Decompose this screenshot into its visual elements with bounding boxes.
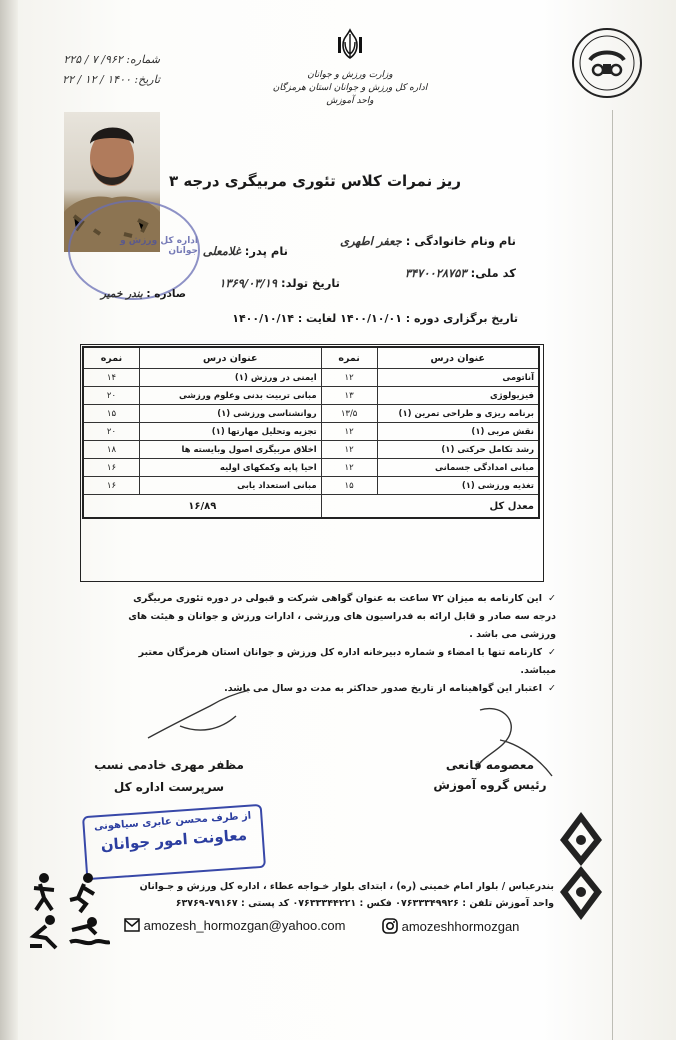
- course-period-label: تاریخ برگزاری دوره :: [405, 312, 518, 325]
- check-icon: ✓: [548, 647, 556, 658]
- course-name: مبانی تربیت بدنی وعلوم ورزشی: [139, 387, 321, 405]
- stamp-line-2: معاونت امور جوانان: [100, 825, 248, 855]
- course-score: ۱۵: [321, 477, 377, 495]
- course-name: مبانی استعداد یابی: [139, 477, 321, 495]
- signature-block-right: [410, 758, 570, 792]
- signatory-left-name: مظفر مهری خادمی نسب: [94, 758, 244, 772]
- notes: [110, 590, 556, 698]
- letter-number: ۹۶۲/ ۷ / ۲۲۵: [63, 53, 123, 66]
- course-name: برنامه ریزی و طراحی تمرین (۱): [377, 405, 539, 423]
- education-unit-logo-icon: [568, 24, 646, 102]
- table-row: [83, 423, 539, 441]
- table-row: [83, 459, 539, 477]
- signatory-right-title: رئیس گروه آموزش: [433, 778, 547, 792]
- course-score: ۱۶: [83, 477, 139, 495]
- course-name: تجزیه وتحلیل مهارتها (۱): [139, 423, 321, 441]
- col-header-score-right: نمره: [321, 347, 377, 369]
- national-code-value: ۳۴۷۰۰۲۸۷۵۳: [404, 266, 467, 280]
- instagram-icon: [382, 918, 398, 934]
- name-row: [340, 234, 516, 248]
- letter-registry: [20, 50, 160, 90]
- course-score: ۱۲: [321, 423, 377, 441]
- issued-row: [101, 288, 186, 300]
- course-name: آناتومی: [377, 369, 539, 387]
- signatory-right-name: معصومه قانعی: [445, 758, 535, 772]
- phone-label: تلفن :: [462, 898, 493, 909]
- contact-row: [124, 916, 554, 940]
- course-period-from: ۱۴۰۰/۱۰/۰۱: [340, 312, 402, 325]
- letter-date-label: تاریخ:: [134, 73, 160, 86]
- col-header-course-left: عنوان درس: [139, 347, 321, 369]
- course-name: احیا پایه وکمکهای اولیه: [139, 459, 321, 477]
- course-score: ۱۲: [321, 459, 377, 477]
- runner-icon: [70, 873, 94, 912]
- issued-value: بندر خمیر: [100, 288, 143, 300]
- course-score: ۱۲: [321, 369, 377, 387]
- table-row: [83, 369, 539, 387]
- note-text: کارنامه تنها با امضاء و شماره دبیرخانه اداره کل ورزش و جوانان استان هرمزگان معتبر میباشد.: [138, 647, 556, 676]
- postal-label: کد پستی :: [240, 898, 290, 909]
- course-name: تغذیه ورزشی (۱): [377, 477, 539, 495]
- father-value: غلامعلی: [202, 244, 241, 258]
- birth-date-row: [219, 276, 340, 290]
- course-score: ۱۸: [83, 441, 139, 459]
- table-row: [83, 405, 539, 423]
- phone-value: ۰۷۶۳۳۳۴۹۹۲۶: [395, 898, 459, 909]
- father-label: نام پدر:: [244, 244, 288, 258]
- letter-number-label: شماره:: [126, 53, 160, 66]
- address-text: بندرعباس / بلوار امام خمینی (ره) ، ابتدای بلوار خـواجه عطاء ، اداره کل ورزش و جـوانان: [139, 881, 554, 892]
- national-code-label: کد ملی:: [470, 266, 516, 280]
- footer-address: [124, 878, 554, 912]
- email-link[interactable]: amozesh_hormozgan@yahoo.com: [143, 918, 346, 933]
- average-row: [83, 495, 539, 519]
- course-name: رشد تکامل حرکتی (۱): [377, 441, 539, 459]
- birth-date-value: ۱۳۶۹/۰۳/۱۹: [219, 276, 278, 290]
- note-text: اعتبار این گواهینامه از تاریخ صدور حداکثر به مدت دو سال می باشد.: [224, 683, 542, 694]
- course-score: ۱۵: [83, 405, 139, 423]
- course-period-to: ۱۴۰۰/۱۰/۱۴: [232, 312, 294, 325]
- stamp-line-1: از طرف محسن عابری سیاهونی: [93, 810, 252, 833]
- birth-date-label: تاریخ تولد:: [281, 276, 340, 290]
- col-header-course-right: عنوان درس: [377, 347, 539, 369]
- ministry-line-1: وزارت ورزش و جوانان: [307, 70, 393, 80]
- signature-left: [140, 686, 260, 746]
- photo-stamp: [68, 200, 200, 300]
- iran-emblem-icon: [335, 28, 365, 60]
- course-period-to-label: لغایت :: [297, 312, 337, 325]
- ministry-line-2: اداره کل ورزش و جوانان استان هرمزگان: [272, 83, 428, 93]
- table-row: [83, 441, 539, 459]
- course-name: ایمنی در ورزش (۱): [139, 369, 321, 387]
- contact-line: [124, 895, 554, 912]
- name-value: جعفر اطهری: [339, 234, 402, 248]
- gymnast-icon: [34, 873, 54, 910]
- course-score: ۲۰: [83, 423, 139, 441]
- signature-block-left: [84, 758, 254, 794]
- page-fold-line: [612, 110, 613, 1040]
- father-row: [203, 244, 288, 258]
- fax-label: فکس :: [359, 898, 392, 909]
- check-icon: ✓: [548, 683, 556, 694]
- signatory-left-title: سرپرست اداره کل: [113, 780, 225, 794]
- email-block: [124, 918, 345, 933]
- note-item: [110, 644, 556, 680]
- course-name: فیزیولوژی: [377, 387, 539, 405]
- course-score: ۱۲: [321, 441, 377, 459]
- course-name: نقش مربی (۱): [377, 423, 539, 441]
- hurdler-icon: [30, 915, 56, 948]
- course-score: ۲۰: [83, 387, 139, 405]
- email-icon: [124, 918, 140, 932]
- letter-date: ۱۴۰۰ / ۱۲ / ۲۲: [62, 73, 131, 86]
- official-stamp: [82, 804, 266, 880]
- note-text: این کارنامه به میزان ۷۲ ساعت به عنوان گواهی شرکت و قبولی در دوره تئوری مربیگری درجه سه صادر و قابل ارائه به فدراسیون های ورزشی ، ادارات ورزش و جوانان و هیئت های ورزشی می باشد .: [128, 593, 556, 640]
- note-item: [110, 590, 556, 644]
- course-name: مبانی امدادگی جسمانی: [377, 459, 539, 477]
- average-label: معدل کل: [321, 495, 539, 519]
- average-value: ۱۶/۸۹: [83, 495, 321, 519]
- ornament-icon: [556, 810, 606, 922]
- instagram-block: [382, 918, 519, 934]
- course-score: ۱۳: [321, 387, 377, 405]
- grades-table: [82, 346, 540, 519]
- course-name: اخلاق مربیگری اصول وبایسته ها: [139, 441, 321, 459]
- check-icon: ✓: [548, 593, 556, 604]
- table-row: [83, 477, 539, 495]
- course-name: روانشناسی ورزشی (۱): [139, 405, 321, 423]
- col-header-score-left: نمره: [83, 347, 139, 369]
- ministry-header: [260, 28, 440, 108]
- course-score: ۱۴: [83, 369, 139, 387]
- unit-name: واحد آموزش: [495, 898, 554, 909]
- course-score: ۱۳/۵: [321, 405, 377, 423]
- postal-value: ۷۹۱۶۷-۶۳۷۶۹: [175, 898, 238, 909]
- table-row: [83, 387, 539, 405]
- course-score: ۱۶: [83, 459, 139, 477]
- national-code-row: [405, 266, 516, 280]
- course-period-row: [232, 312, 518, 325]
- name-label: نام ونام خانوادگی :: [405, 234, 516, 248]
- fax-value: ۰۷۶۳۳۳۴۴۲۲۱: [292, 898, 357, 909]
- document-title: ریز نمرات کلاس تئوری مربیگری درجه ۳: [168, 172, 462, 190]
- sport-icons: [26, 870, 110, 950]
- grades-header-row: [83, 347, 539, 369]
- swimmer-icon: [70, 917, 110, 943]
- photo-stamp-text: اداره کل ورزش و جوانان: [120, 236, 198, 256]
- instagram-handle[interactable]: amozeshhormozgan: [401, 919, 520, 934]
- issued-label: صادره :: [146, 288, 186, 300]
- ministry-line-3: واحد آموزش: [326, 96, 374, 106]
